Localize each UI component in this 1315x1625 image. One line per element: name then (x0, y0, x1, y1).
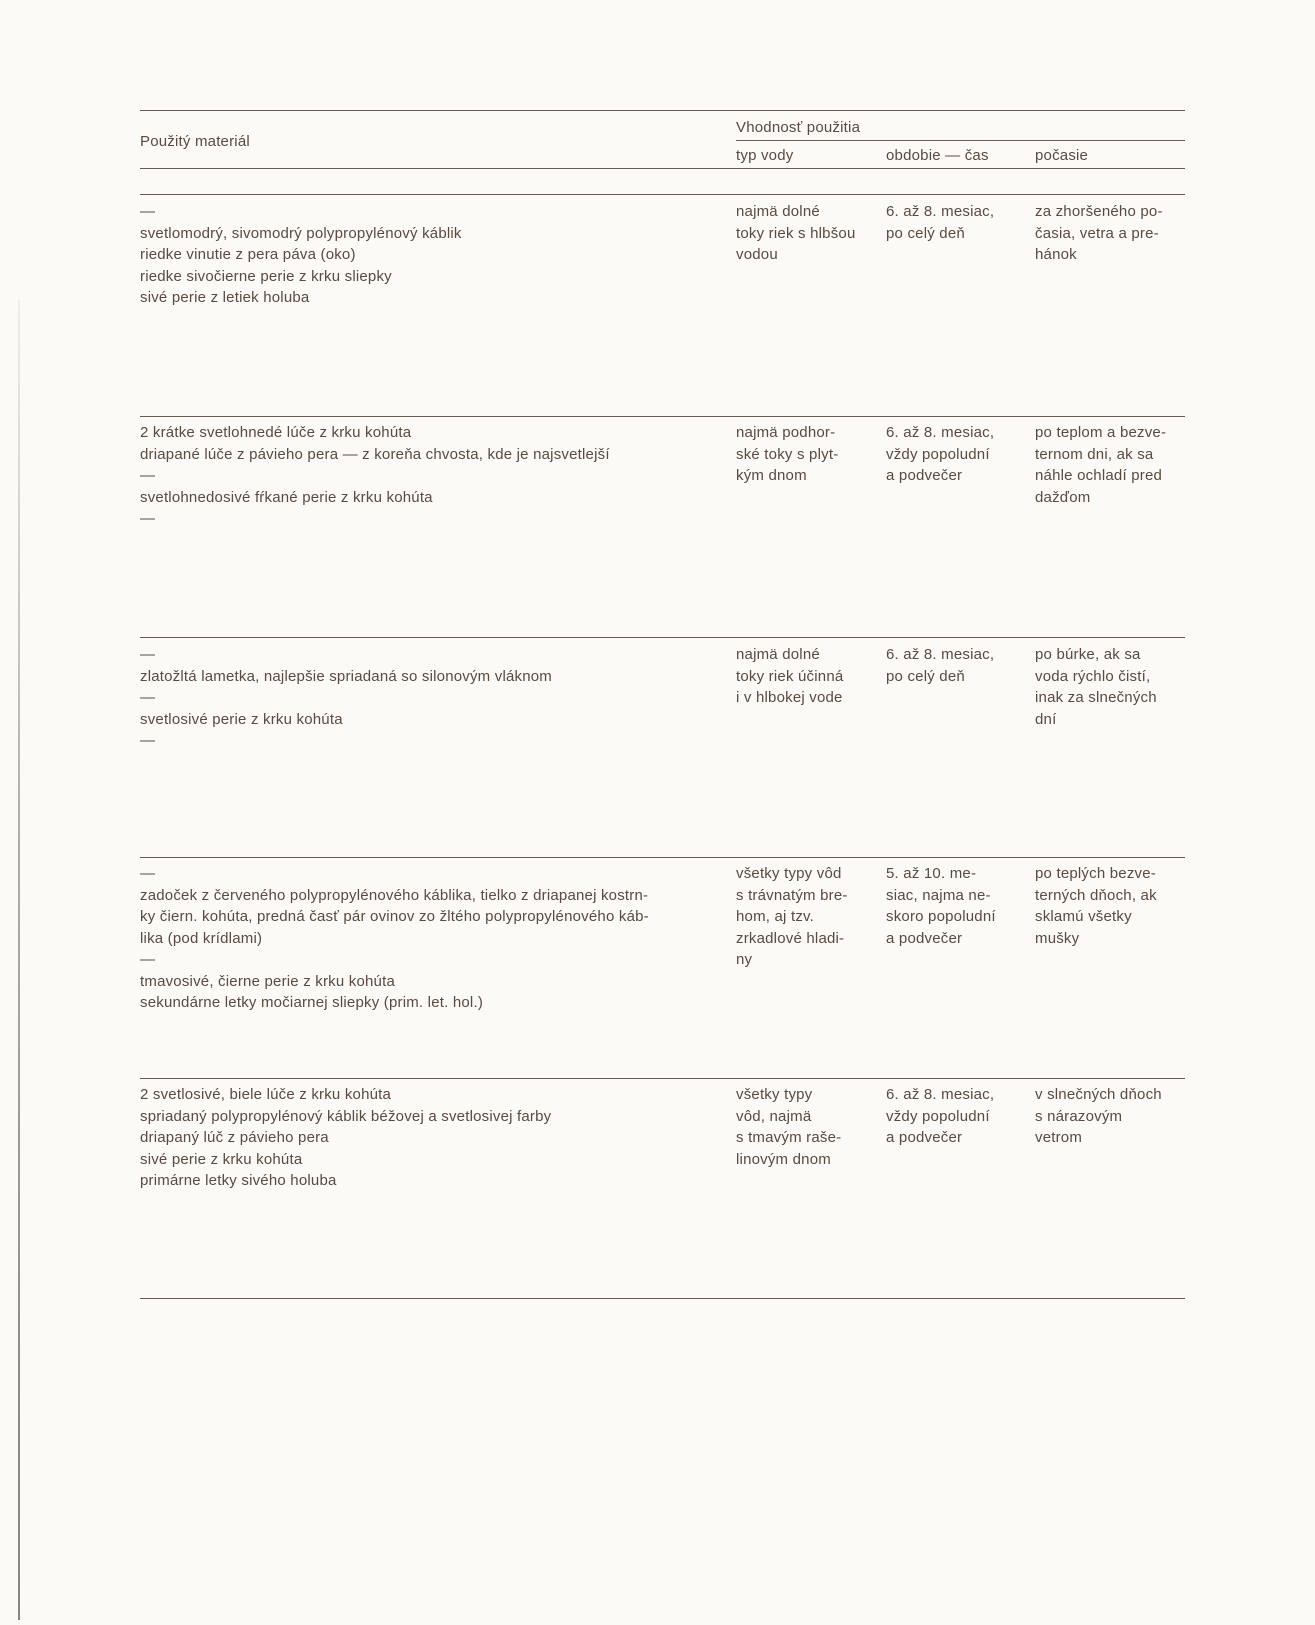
row-weather: v slnečných dňoch s nárazovým vetrom (1035, 1086, 1162, 1146)
row-water-type: všetky typy vôd, najmä s tmavým raše- linovým dnom (736, 1086, 842, 1168)
table-bottom-rule (140, 1298, 1185, 1299)
row-divider (140, 416, 1185, 417)
table-top-rule (140, 110, 1185, 111)
row-water-type: všetky typy vôd s trávnatým bre- hom, aj tzv. zrkadlové hladi- ny (736, 865, 848, 968)
fly-material-table (140, 0, 1180, 1625)
header-bottom-rule (140, 168, 1185, 169)
row-period: 6. až 8. mesiac, vždy popoludní a podvečer (886, 1086, 995, 1146)
row-period: 5. až 10. me- siac, najma ne- skoro popoludní a podvečer (886, 865, 996, 947)
row-water-type: najmä podhor- ské toky s plyt- kým dnom (736, 424, 839, 484)
row-period: 6. až 8. mesiac, vždy popoludní a podvečer (886, 424, 995, 484)
page-binding-edge (18, 300, 20, 1620)
row-material: — svetlomodrý, sivomodrý polypropylénový káblik riedke vinutie z pera páva (oko) riedke sivočierne perie z krku sliepky sivé perie z letiek holuba (140, 203, 462, 306)
row-material: — zlatožltá lametka, najlepšie spriadaná so silonovým vláknom — svetlosivé perie z krku kohúta — (140, 646, 552, 749)
header-suitability: Vhodnosť použitia (736, 119, 861, 136)
row-divider (140, 857, 1185, 858)
row-weather: za zhoršeného po- časia, vetra a pre- hánok (1035, 203, 1163, 263)
row-water-type: najmä dolné toky riek účinná i v hlbokej vode (736, 646, 844, 706)
header-period: obdobie — čas (886, 147, 989, 164)
row-material: 2 krátke svetlohnedé lúče z krku kohúta driapané lúče z pávieho pera — z koreňa chvosta, kde je najsvetlejší — svetlohnedosivé fŕkané perie z krku kohúta — (140, 424, 610, 527)
row-divider (140, 1078, 1185, 1079)
row-water-type: najmä dolné toky riek s hlbšou vodou (736, 203, 856, 263)
header-weather: počasie (1035, 147, 1089, 164)
header-group-rule (736, 140, 1185, 141)
row-weather: po búrke, ak sa voda rýchlo čistí, inak za slnečných dní (1035, 646, 1157, 728)
row-material: 2 svetlosivé, biele lúče z krku kohúta spriadaný polypropylénový káblik béžovej a svetlosivej farby driapaný lúč z pávieho pera sivé perie z krku kohúta primárne letky sivého holuba (140, 1086, 552, 1189)
row-period: 6. až 8. mesiac, po celý deň (886, 203, 995, 242)
row-weather: po teplých bezve- terných dňoch, ak sklamú všetky mušky (1035, 865, 1157, 947)
row-period: 6. až 8. mesiac, po celý deň (886, 646, 995, 685)
body-top-rule (140, 194, 1185, 195)
header-material: Použitý materiál (140, 133, 250, 150)
row-material: — zadoček z červeného polypropylénového káblika, tielko z driapanej kostrn- ky čiern. kohúta, predná časť pár ovinov zo žltého polypropylénového káb- lika (pod krídlami) — tmavosivé, čierne perie z krku kohúta sekundárne letky močiarnej sliepky (prim. let. hol.) (140, 865, 649, 1011)
header-water-type: typ vody (736, 147, 794, 164)
row-divider (140, 637, 1185, 638)
row-weather: po teplom a bezve- ternom dni, ak sa náhle ochladí pred dažďom (1035, 424, 1167, 506)
